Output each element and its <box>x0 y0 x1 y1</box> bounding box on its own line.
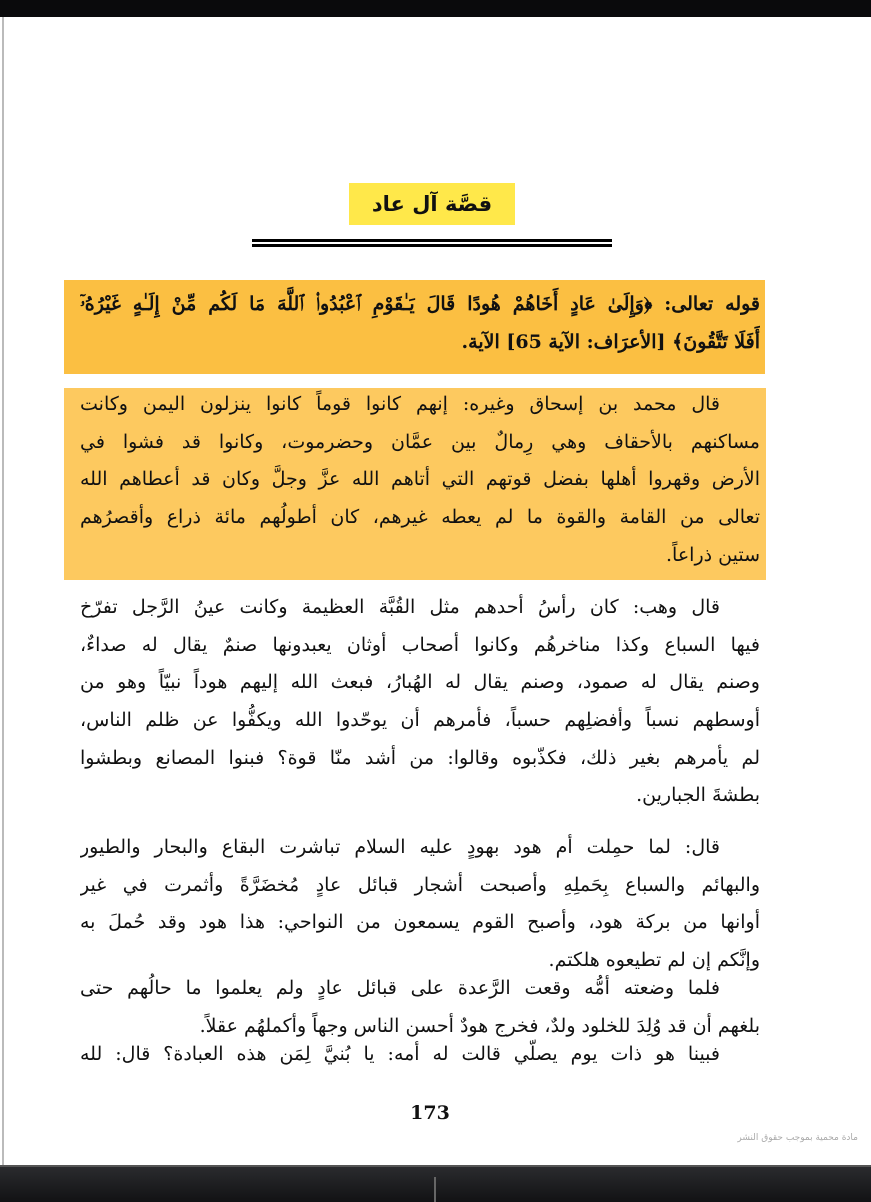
text-line: وصنم يقال له صمود، وصنم يقال له الهُبارُ، فبعث الله إليهم هوداً نبيّاً وهو من <box>80 671 760 694</box>
text-line: بلغهم أن قد وُلِدَ للخلود ولدٌ، فخرج هودٌ أحسن الناس وجهاً وأكملهُم عقلاً. <box>199 1014 760 1037</box>
text-line: ستين ذراعاً. <box>666 543 760 566</box>
text-line: قال وهب: كان رأسُ أحدهم مثل القُبَّة العظيمة وكانت عينُ الرَّجل تفرّخ <box>80 596 720 618</box>
paragraph-ibn-ishaq <box>80 386 760 574</box>
text-line: قوله تعالى: ﴿وَإِلَىٰ عَادٍ أَخَاهُمْ هُودًا قَالَ يَـٰقَوْمِ ٱعْبُدُوا۟ ٱللَّهَ مَا لَكُم مِّنْ إِلَـٰهٍ غَيْرُهُۥٓ <box>80 293 760 315</box>
top-bar <box>0 0 871 17</box>
text-line: فبينا هو ذات يوم يصلّي قالت له أمه: يا بُنيَّ لِمَن هذه العبادة؟ قال: لله <box>80 1043 720 1065</box>
paragraph-birth <box>80 829 760 980</box>
text-line: أوانها من بركة هود، وأصبح القوم يسمعون من النواحي: هذا هود وقد حُملَ به <box>80 911 760 934</box>
text-line: فيها السباع وكذا مناخرهُم وكانوا أصحاب أوثان يعبدونها صنمٌ يقال له صداءٌ، <box>80 633 760 656</box>
verse-block <box>80 286 760 361</box>
copyright-watermark: مادة محمية بموجب حقوق النشر <box>737 1133 858 1143</box>
text-line: لم يأمرهم بغير ذلك، فكذّبوه وقالوا: من أشد منّا قوة؟ فبنوا المصانع وبطشوا <box>80 746 760 769</box>
bottom-toolbar <box>0 1165 871 1202</box>
text-line: بطشةَ الجبارين. <box>636 784 760 807</box>
paragraph-prayer <box>80 1036 760 1074</box>
text-line: أوسطهم نسباً وأفضلِهم حسباً، فأمرهم أن يوحّدوا الله ويكفُّوا عن ظلم الناس، <box>80 709 760 732</box>
text-line: مساكنهم بالأحقاف وهي رِمالٌ بين عمَّان وحضرموت، وكانوا قد فشوا في <box>80 430 760 453</box>
page-number: 173 <box>410 1102 450 1124</box>
text-line: قال محمد بن إسحاق وغيره: إنهم كانوا قوماً كانوا ينزلون اليمن وكانت <box>80 393 720 415</box>
toolbar-divider <box>434 1177 436 1202</box>
text-line: والبهائم والسباع بِحَملِهِ وأصبحت أشجار قبائل عادٍ مُخضَرَّةً وأثمرت في غير <box>80 873 760 896</box>
text-line: أَفَلَا تَتَّقُونَ﴾ [الأعرَاف: الآية 65] الآية. <box>461 330 760 353</box>
paragraph-delivery <box>80 970 760 1045</box>
text-line: فلما وضعته أمُّه وقعت الرَّعدة على قبائل عادٍ ولم يعلموا ما حالُهم حتى <box>80 977 720 999</box>
paragraph-wahb <box>80 589 760 815</box>
text-line: الأرض وقهروا أهلها بفضل قوتهم التي أتاهم الله عزَّ وجلَّ وكان قد أعطاهم الله <box>80 468 760 491</box>
title-rule-top <box>252 239 612 242</box>
text-line: قال: لما حمِلت أم هود بهودٍ عليه السلام تباشرت البقاع والبحار والطيور <box>80 836 720 858</box>
chapter-title: قصَّة آل عاد <box>349 183 515 225</box>
text-line: وإنَّكم إن لم تطيعوه هلكتم. <box>548 949 760 972</box>
text-line: تعالى من القامة والقوة ما لم يعطه غيرهم، كان أطولُهم مائة ذراع وأقصرُهم <box>80 506 760 529</box>
title-rule-bottom <box>252 244 612 247</box>
